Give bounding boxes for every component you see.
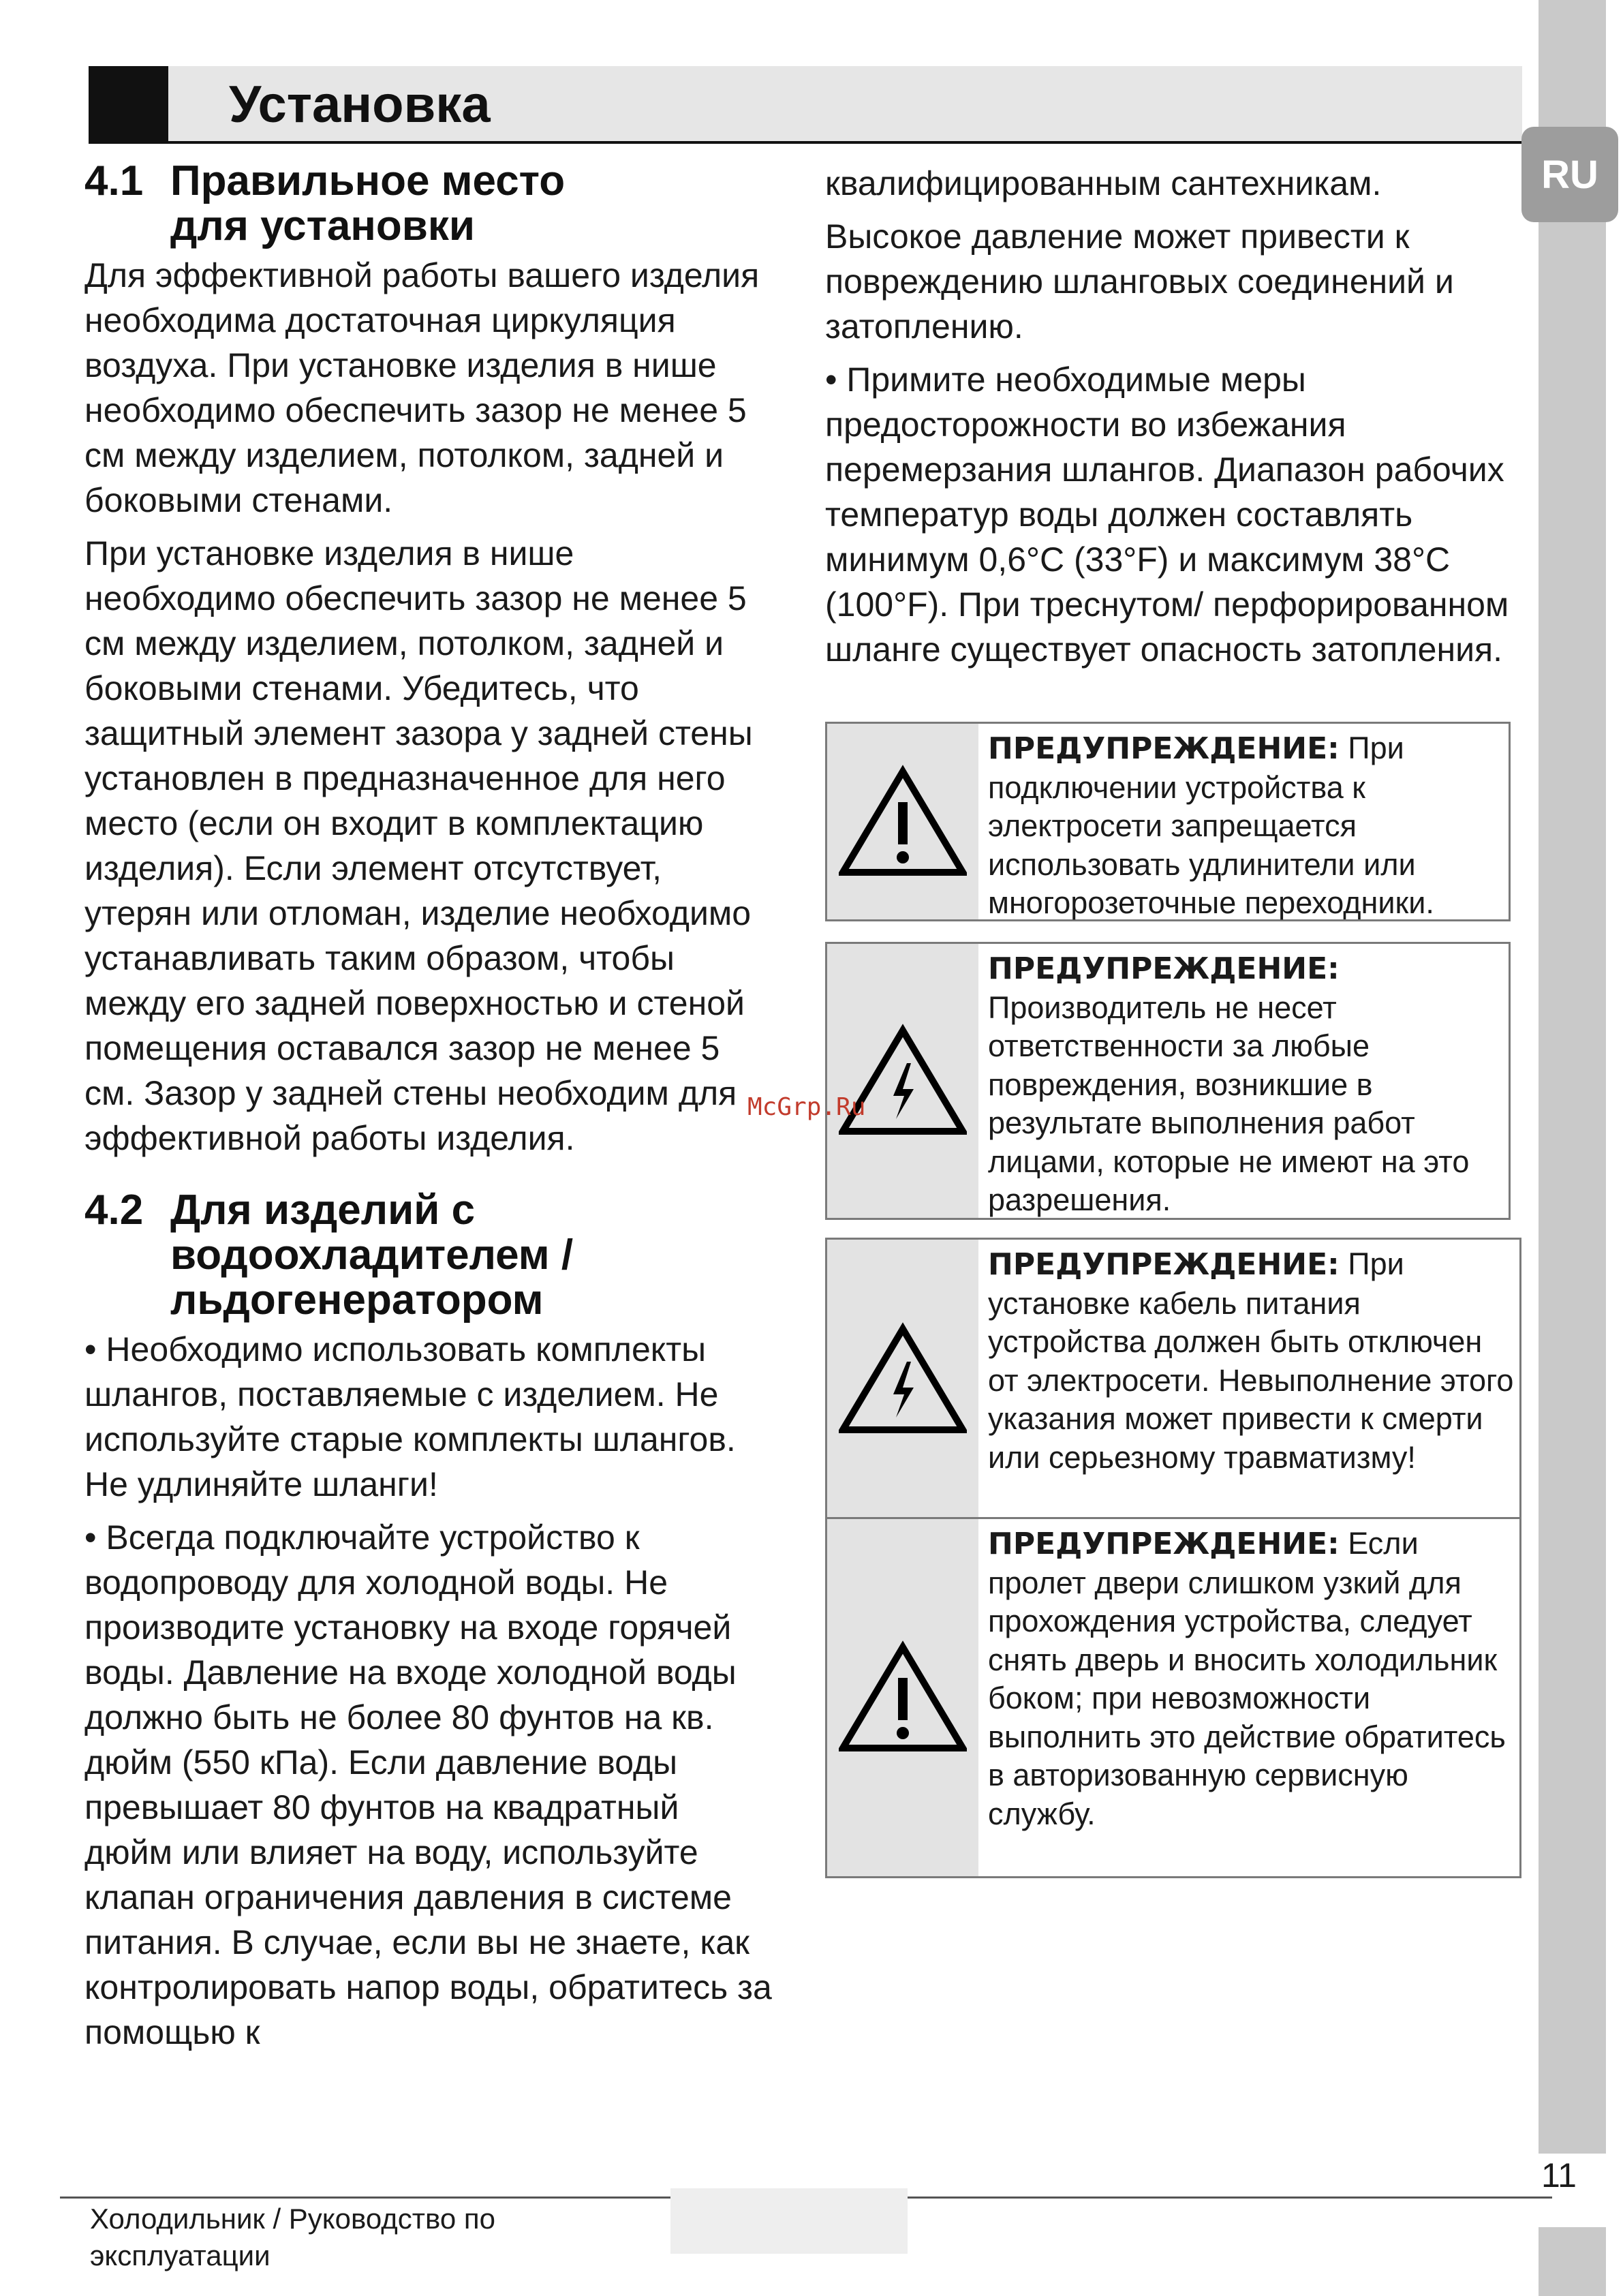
footer-title	[90, 2201, 495, 2274]
footer-line: эксплуатации	[90, 2239, 270, 2271]
warning-box	[825, 722, 1511, 921]
paragraph: • Примите необходимые меры предосторожности во избежания перемерзания шлангов. Диапазон рабочих температур воды должен составлять минимум 0,6°C (33°F) и максимум 38°C (100°F). При треснутом/ перфорированном шланге существует опасность затопления.	[825, 361, 1509, 669]
watermark: McGrp.Ru	[747, 1093, 866, 1121]
footer-grey-block	[670, 2188, 908, 2254]
paragraph: • Всегда подключайте устройство к водопроводу для холодной воды. Не производите установку на входе горячей воды. Давление на входе холодной воды должно быть не более 80 фунтов на кв. дюйм (550 кПа). Если давление воды превышает 80 фунтов на квадратный дюйм или влияет на воду, используйте клапан ограничения давления в системе питания. В случае, если вы не знаете, как контролировать напор воды, обратитесь за помощью к	[84, 1518, 772, 2051]
high-voltage-triangle-icon	[827, 944, 978, 1218]
warning-label: ПРЕДУПРЕЖДЕНИЕ:	[988, 1527, 1340, 1561]
exclamation-triangle-icon	[827, 1519, 978, 1876]
warning-body: При установке кабель питания устройства должен быть отключен от электросети. Невыполнение этого указания может привести к смерти или серьезному травматизму!	[988, 1246, 1514, 1475]
paragraph: Высокое давление может привести к повреждению шланговых соединений и затоплению.	[825, 217, 1454, 346]
warning-text	[978, 1519, 1519, 1876]
page-title: Установка	[229, 76, 491, 134]
section-4-2-heading	[84, 1188, 773, 1323]
high-voltage-triangle-icon	[827, 1240, 978, 1519]
warning-box	[825, 1517, 1521, 1878]
warning-text	[978, 724, 1509, 919]
warning-box	[825, 942, 1511, 1220]
footer-line: Холодильник / Руководство по	[90, 2203, 495, 2235]
section-title-line: водоохладителем /	[170, 1231, 574, 1279]
warning-label: ПРЕДУПРЕЖДЕНИЕ:	[988, 951, 1340, 986]
paragraph: При установке изделия в нише необходимо обеспечить зазор не менее 5 см между изделием, потолком, задней и боковыми стенами. Убедитесь, что защитный элемент зазора у задней стены установлен в предназначенное для него место (если он входит в комплектацию изделия). Если элемент отсутствует, утерян или отломан, изделие необходимо устанавливать таким образом, чтобы между его задней поверхностью и стеной помещения оставался зазор не менее 5 см. Зазор у задней стены необходим для эффективной работы изделия.	[84, 534, 753, 1157]
section-title-line: Правильное место	[170, 157, 566, 204]
right-column	[825, 161, 1534, 680]
language-tab: RU	[1521, 127, 1618, 222]
warning-label: ПРЕДУПРЕЖДЕНИЕ:	[988, 731, 1340, 766]
section-title-line: Для изделий с	[170, 1187, 476, 1234]
warning-text	[978, 1240, 1519, 1519]
exclamation-triangle-icon	[827, 724, 978, 919]
section-number: 4.1	[84, 157, 144, 204]
warning-body: Если пролет двери слишком узкий для прохождения устройства, следует снять дверь и вносить холодильник боком; при невозможности выполнить это действие обратитесь в авторизованную сервисную службу.	[988, 1526, 1506, 1831]
header-black-block	[89, 66, 168, 142]
side-strip-bottom	[1539, 2227, 1606, 2296]
page-number: 11	[1541, 2156, 1577, 2194]
warning-box	[825, 1238, 1521, 1519]
warning-label: ПРЕДУПРЕЖДЕНИЕ:	[988, 1247, 1340, 1282]
paragraph: квалифицированным сантехникам.	[825, 164, 1382, 202]
section-title-line: льдогенератором	[170, 1276, 544, 1323]
warning-body: При подключении устройства к электросети запрещается использовать удлинители или многорозеточные переходники.	[988, 731, 1434, 920]
paragraph: • Необходимо использовать комплекты шлангов, поставляемые с изделием. Не используйте старые комплекты шлангов. Не удлиняйте шланги!	[84, 1330, 736, 1503]
side-strip	[1539, 0, 1606, 2154]
warning-body: Производитель не несет ответственности за любые повреждения, возникшие в результате выполнения работ лицами, которые не имеют на это разрешения.	[988, 990, 1470, 1217]
left-column	[84, 159, 773, 2063]
paragraph: Для эффективной работы вашего изделия необходима достаточная циркуляция воздуха. При установке изделия в нише необходимо обеспечить зазор не менее 5 см между изделием, потолком, задней и боковыми стенами.	[84, 256, 760, 519]
section-4-1-heading	[84, 159, 773, 249]
header-rule	[89, 141, 1522, 144]
section-number: 4.2	[84, 1187, 144, 1234]
warning-text	[978, 944, 1509, 1218]
section-title-line: для установки	[170, 202, 475, 249]
